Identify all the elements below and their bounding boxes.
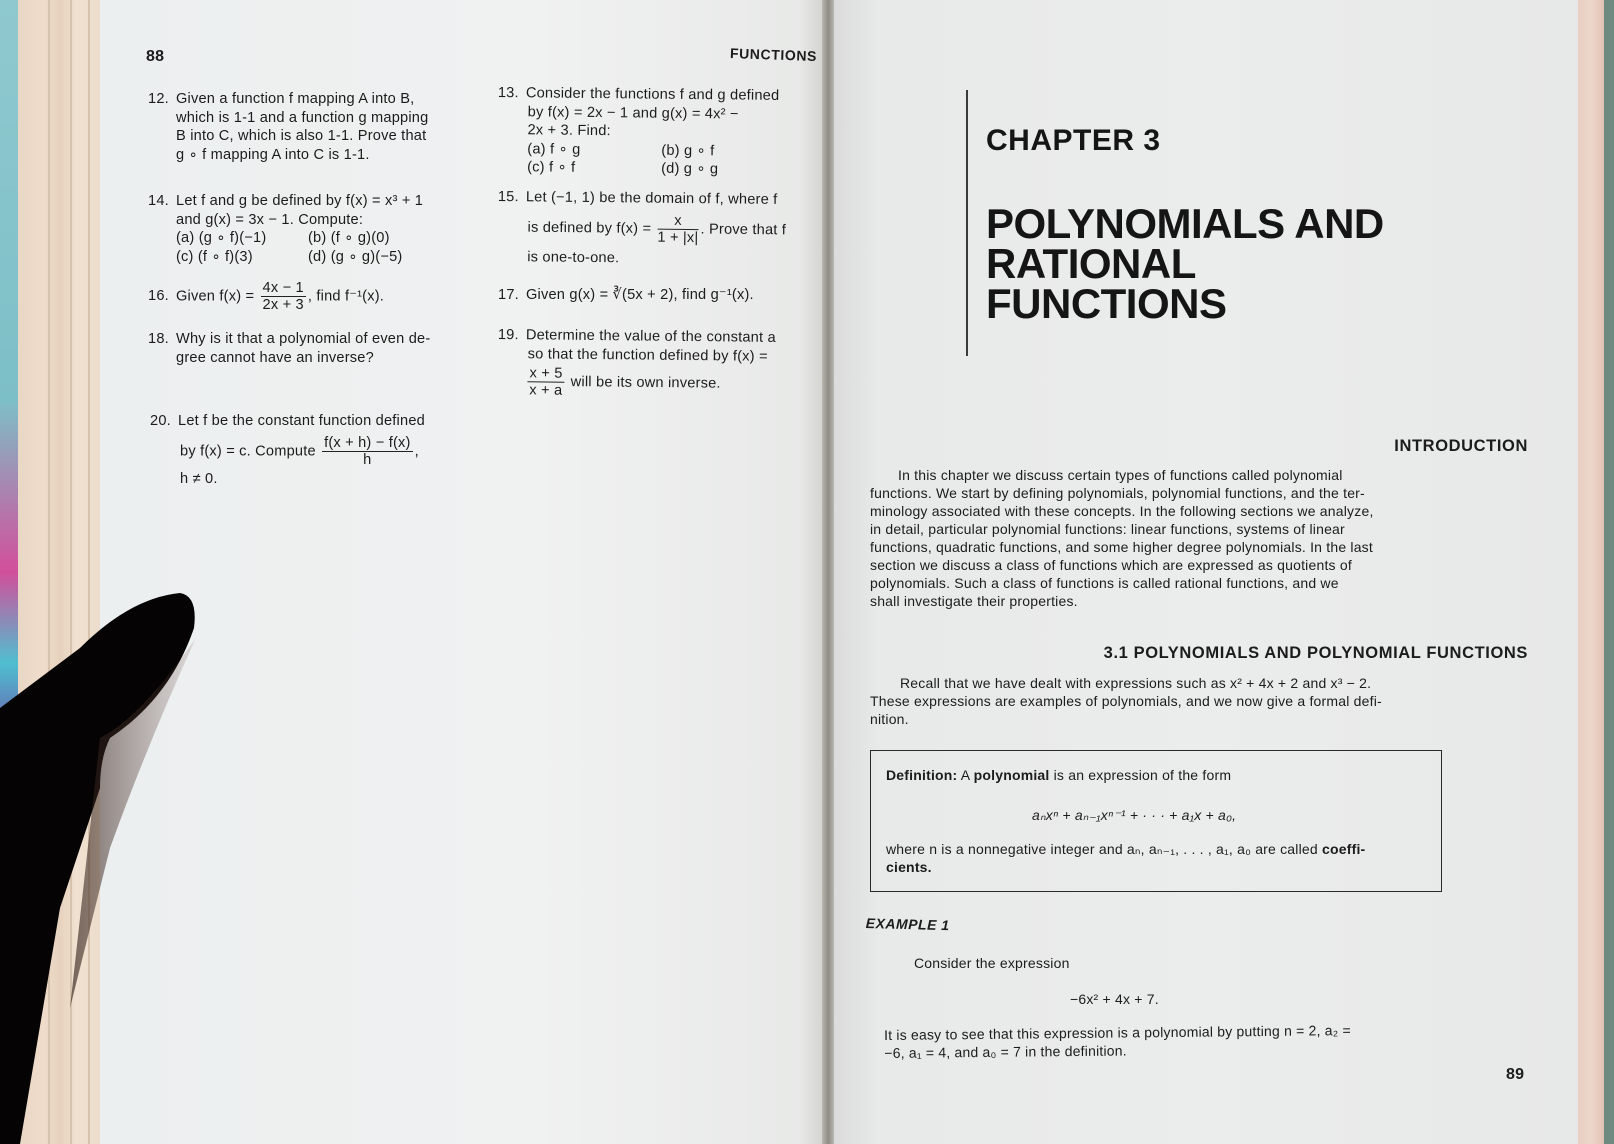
exercise-20: 20. Let f be the constant function defined by f(x) = c. Compute $\frac{f(x + h) - f(x)}{h}$ , h ≠ 0. bbox=[150, 413, 425, 487]
page-number-left: 88 bbox=[146, 48, 165, 65]
exercise-12: 12. Given a function f mapping A into B, which is 1-1 and a function g mapping B into C, which is also 1-1. Prove that g ∘ f mapping A into C is 1-1. bbox=[148, 91, 429, 163]
exercise-13: 13. Consider the functions f and g defined by f(x) = 2x − 1 and g(x) = 4x² − 2x + 3. Find: (a) f ∘ g (b) g ∘ f (c) f ∘ f (d) g ∘ g bbox=[497, 84, 780, 178]
background-right bbox=[1604, 0, 1614, 1144]
thumb-holding-book bbox=[0, 588, 200, 1144]
exercise-18: 18. Why is it that a polynomial of even de- gree cannot have an inverse? bbox=[148, 331, 431, 366]
definition-where: where n is a nonnegative integer and aₙ, aₙ₋₁, . . . , a₁, a₀ are called coeffi- cients. bbox=[886, 841, 1366, 875]
definition-formula: aₙxⁿ + aₙ₋₁xⁿ⁻¹ + · · · + a₁x + a₀, bbox=[1032, 807, 1237, 823]
example-heading: EXAMPLE 1 bbox=[865, 914, 950, 934]
fraction: $\frac{4x - 1}{2x + 3}$ bbox=[262, 280, 304, 313]
exercise-16: 16. Given f(x) = $\frac{4x - 1}{2x + 3}$ , find f⁻¹(x). bbox=[148, 280, 385, 313]
exercise-15: 15. Let (−1, 1) be the domain of f, where f is defined by f(x) = $\frac{x}{1 + |x|}$ . Prove that f is one-to-one. bbox=[497, 188, 787, 266]
section-paragraph: Recall that we have dealt with expressions such as x² + 4x + 2 and x³ − 2. These expressions are examples of polynomials, and we now give a formal defi- nition. bbox=[870, 675, 1382, 727]
introduction-heading: INTRODUCTION bbox=[1394, 437, 1528, 455]
book-page-edges-right bbox=[1578, 0, 1604, 1144]
example-intro: Consider the expression bbox=[914, 955, 1070, 971]
chapter-title: POLYNOMIALS AND RATIONAL FUNCTIONS bbox=[986, 200, 1384, 327]
exercise-17: 17. Given g(x) = ∛(5x + 2), find g⁻¹(x). bbox=[498, 287, 754, 303]
definition-text: Definition: A polynomial is an expression of the form bbox=[886, 767, 1232, 783]
section-heading: 3.1 POLYNOMIALS AND POLYNOMIAL FUNCTIONS bbox=[1103, 644, 1528, 662]
example-explanation: It is easy to see that this expression is a polynomial by putting n = 2, a₂ = −6, a₁ = 4, and a₀ = 7 in the definition. bbox=[884, 1022, 1351, 1061]
exercise-19: 19. Determine the value of the constant a so that the function defined by f(x) = $\frac{x + 5}{x + a}$ will be its own inverse. bbox=[497, 326, 776, 399]
chapter-label: CHAPTER 3 bbox=[986, 124, 1161, 157]
chapter-rule bbox=[966, 90, 968, 356]
running-head: FUNCTIONS bbox=[729, 45, 818, 65]
introduction-paragraph: In this chapter we discuss certain types of functions called polynomial functions. We start by defining polynomials, polynomial functions, and the ter- minology associated with these concepts. In the following sections we analyze, in detail, particular polynomial functions: linear functions, systems of linear functions, quadratic functions, and some higher degree polynomials. In the last section we discuss a class of functions which are expressed as quotients of polynomials. Such a class of functions is called rational functions, and we shall investigate their properties. bbox=[870, 467, 1374, 609]
example-expression: −6x² + 4x + 7. bbox=[1070, 991, 1159, 1007]
page-number-right: 89 bbox=[1506, 1066, 1525, 1083]
exercise-14: 14. Let f and g be defined by f(x) = x³ + 1 and g(x) = 3x − 1. Compute: (a) (g ∘ f)(−1) (b) (f ∘ g)(0) (c) (f ∘ f)(3) (d) (g ∘ g)(−5) bbox=[148, 193, 424, 265]
